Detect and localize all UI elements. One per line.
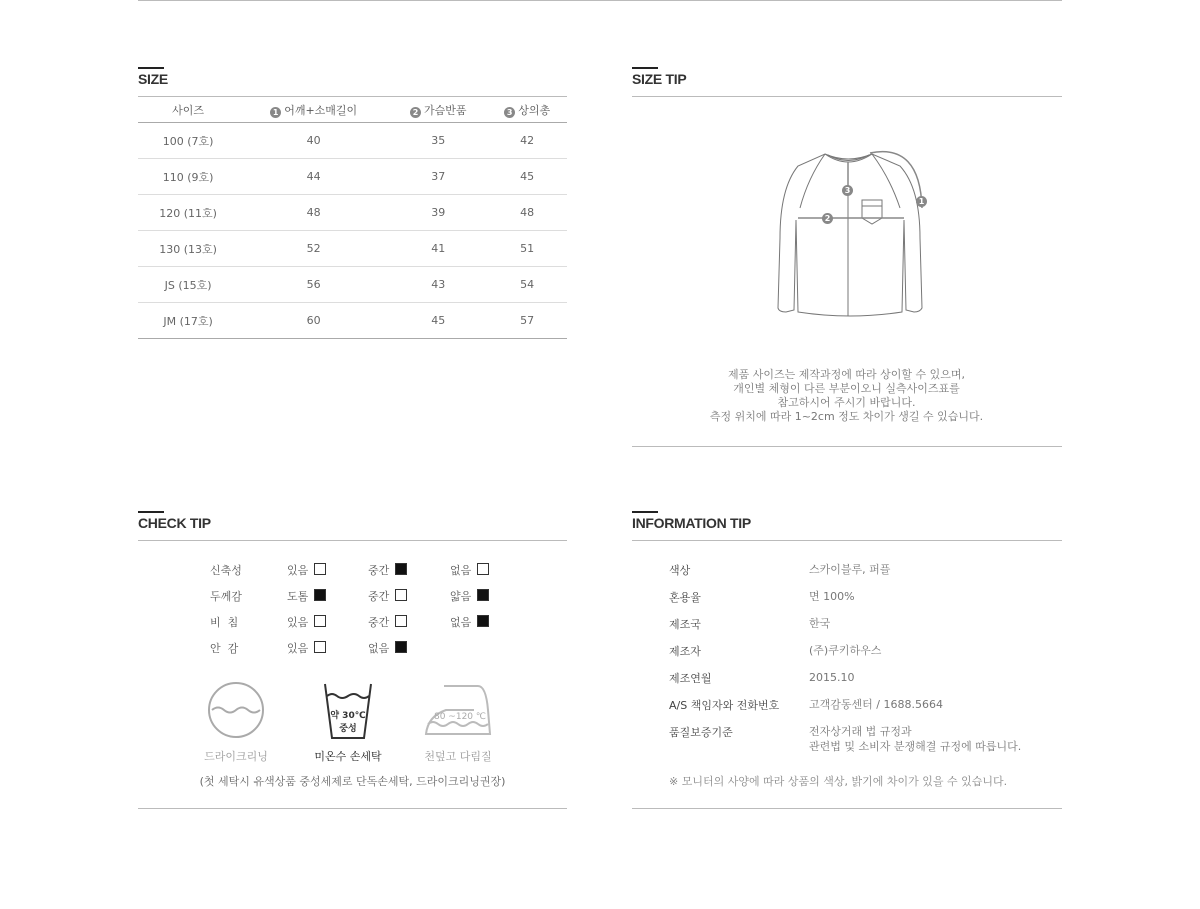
size-tip-line: 개인별 체형이 다른 부분이오니 실측사이즈표를: [733, 382, 960, 395]
checkbox-filled-icon: [314, 589, 326, 601]
shoulder-sleeve-col-header: 1 어깨+소매길이: [238, 97, 389, 123]
checkbox-empty-icon: [314, 563, 326, 575]
table-row: JM (17호) 60 45 57: [138, 303, 567, 339]
care-label-dry-clean: 드라이크리닝: [204, 750, 268, 763]
information-tip-title-rule: [632, 540, 1062, 541]
checkbox-empty-icon: [395, 589, 407, 601]
check-option: 없음: [450, 562, 489, 578]
size-tip-bottom-rule: [632, 446, 1062, 447]
information-tip-section: INFORMATION TIP 색상 스카이블루, 퍼플 혼용율 면 100% 제조국 한국 제조자 (주)쿠키하우스 제조연월 2015.10 A/S 책임자와 전화번호 고객감동센터 / 1688.5664 품질보증기준 전자상거래 법 규정과 관련법 및 소비자 분쟁해결 규정에 따릅니다. ※ 모니터의 사양에 따라 상품의 색상, 밝기에 차이가 있을 수 있습니다.: [632, 514, 1062, 814]
size-table-header: [138, 97, 567, 123]
checkbox-filled-icon: [477, 615, 489, 627]
check-option: 없음: [450, 614, 489, 630]
length-col-header: 3 상의총: [487, 97, 567, 123]
size-col-header: 사이즈: [138, 97, 238, 123]
table-row: JS (15호) 56 43 54: [138, 267, 567, 303]
size-title: SIZE: [138, 71, 168, 87]
marker-2-icon: 2: [822, 213, 833, 224]
top-divider: [138, 0, 1062, 1]
table-row: 110 (9호) 44 37 45: [138, 159, 567, 195]
checkbox-empty-icon: [395, 615, 407, 627]
marker-1-icon: 1: [916, 196, 927, 207]
chest-col-header: 2 가슴반품: [389, 97, 487, 123]
hand-wash-detergent: 중성: [339, 724, 357, 734]
monitor-note: ※ 모니터의 사양에 따라 상품의 색상, 밝기에 차이가 있을 수 있습니다.: [669, 775, 1008, 788]
size-tip-line: 제품 사이즈는 제작과정에 따라 상이할 수 있으며,: [728, 368, 965, 381]
checkbox-empty-icon: [314, 615, 326, 627]
marker-3-icon: 3: [504, 107, 515, 118]
check-option: 중간: [368, 562, 407, 578]
size-table: [138, 97, 567, 339]
check-option: 있음: [287, 640, 326, 656]
marker-2-icon: 2: [410, 107, 421, 118]
table-row: 130 (13호) 52 41 51: [138, 231, 567, 267]
checkbox-empty-icon: [314, 641, 326, 653]
table-row: 120 (11호) 48 39 48: [138, 195, 567, 231]
size-tip-title: SIZE TIP: [632, 71, 687, 87]
check-option: 있음: [287, 614, 326, 630]
checkbox-empty-icon: [477, 563, 489, 575]
care-label-hand-wash: 미온수 손세탁: [314, 750, 382, 763]
iron-temp: 80 ~120 ℃: [433, 712, 486, 722]
size-section: [138, 70, 567, 350]
check-option: 있음: [287, 562, 326, 578]
check-option: 중간: [368, 614, 407, 630]
size-tip-title-rule: [632, 96, 1062, 97]
check-tip-section: CHECK TIP 신축성 있음 중간 없음 두께감 도톰 중간 얇음 비 침 있음 중간 없음 안 감 있음 없음 드라이크리닝 약 30℃ 중성 미온수 손세탁 80 ~120 ℃ 천덮고 다림질 (첫 세탁시 유색상품 중성세제로 단독손세탁, 드라이크리닝권장): [138, 514, 567, 814]
check-tip-title-rule: [138, 540, 567, 541]
check-tip-title: CHECK TIP: [138, 515, 211, 531]
dry-clean-icon: [206, 680, 266, 740]
check-option: 도톰: [287, 588, 326, 604]
check-option: 없음: [368, 640, 407, 656]
size-tip-section: [632, 70, 1062, 450]
information-tip-title: INFORMATION TIP: [632, 515, 751, 531]
marker-3-icon: 3: [842, 185, 853, 196]
information-tip-bottom-rule: [632, 808, 1062, 809]
care-label-iron: 천덮고 다림질: [424, 750, 492, 763]
checkbox-filled-icon: [477, 589, 489, 601]
care-note: (첫 세탁시 유색상품 중성세제로 단독손세탁, 드라이크리닝권장): [199, 775, 506, 788]
checkbox-filled-icon: [395, 563, 407, 575]
check-option: 중간: [368, 588, 407, 604]
raglan-shirt-diagram-icon: [770, 148, 930, 323]
iron-icon: [424, 680, 494, 740]
marker-1-icon: 1: [270, 107, 281, 118]
size-tip-line: 측정 위치에 따라 1~2cm 정도 차이가 생길 수 있습니다.: [709, 410, 984, 423]
size-tip-line: 참고하시어 주시기 바랍니다.: [777, 396, 916, 409]
checkbox-filled-icon: [395, 641, 407, 653]
hand-wash-temp: 약 30℃: [330, 711, 366, 721]
check-tip-bottom-rule: [138, 808, 567, 809]
check-option: 얇음: [450, 588, 489, 604]
table-row: 100 (7호) 40 35 42: [138, 123, 567, 159]
